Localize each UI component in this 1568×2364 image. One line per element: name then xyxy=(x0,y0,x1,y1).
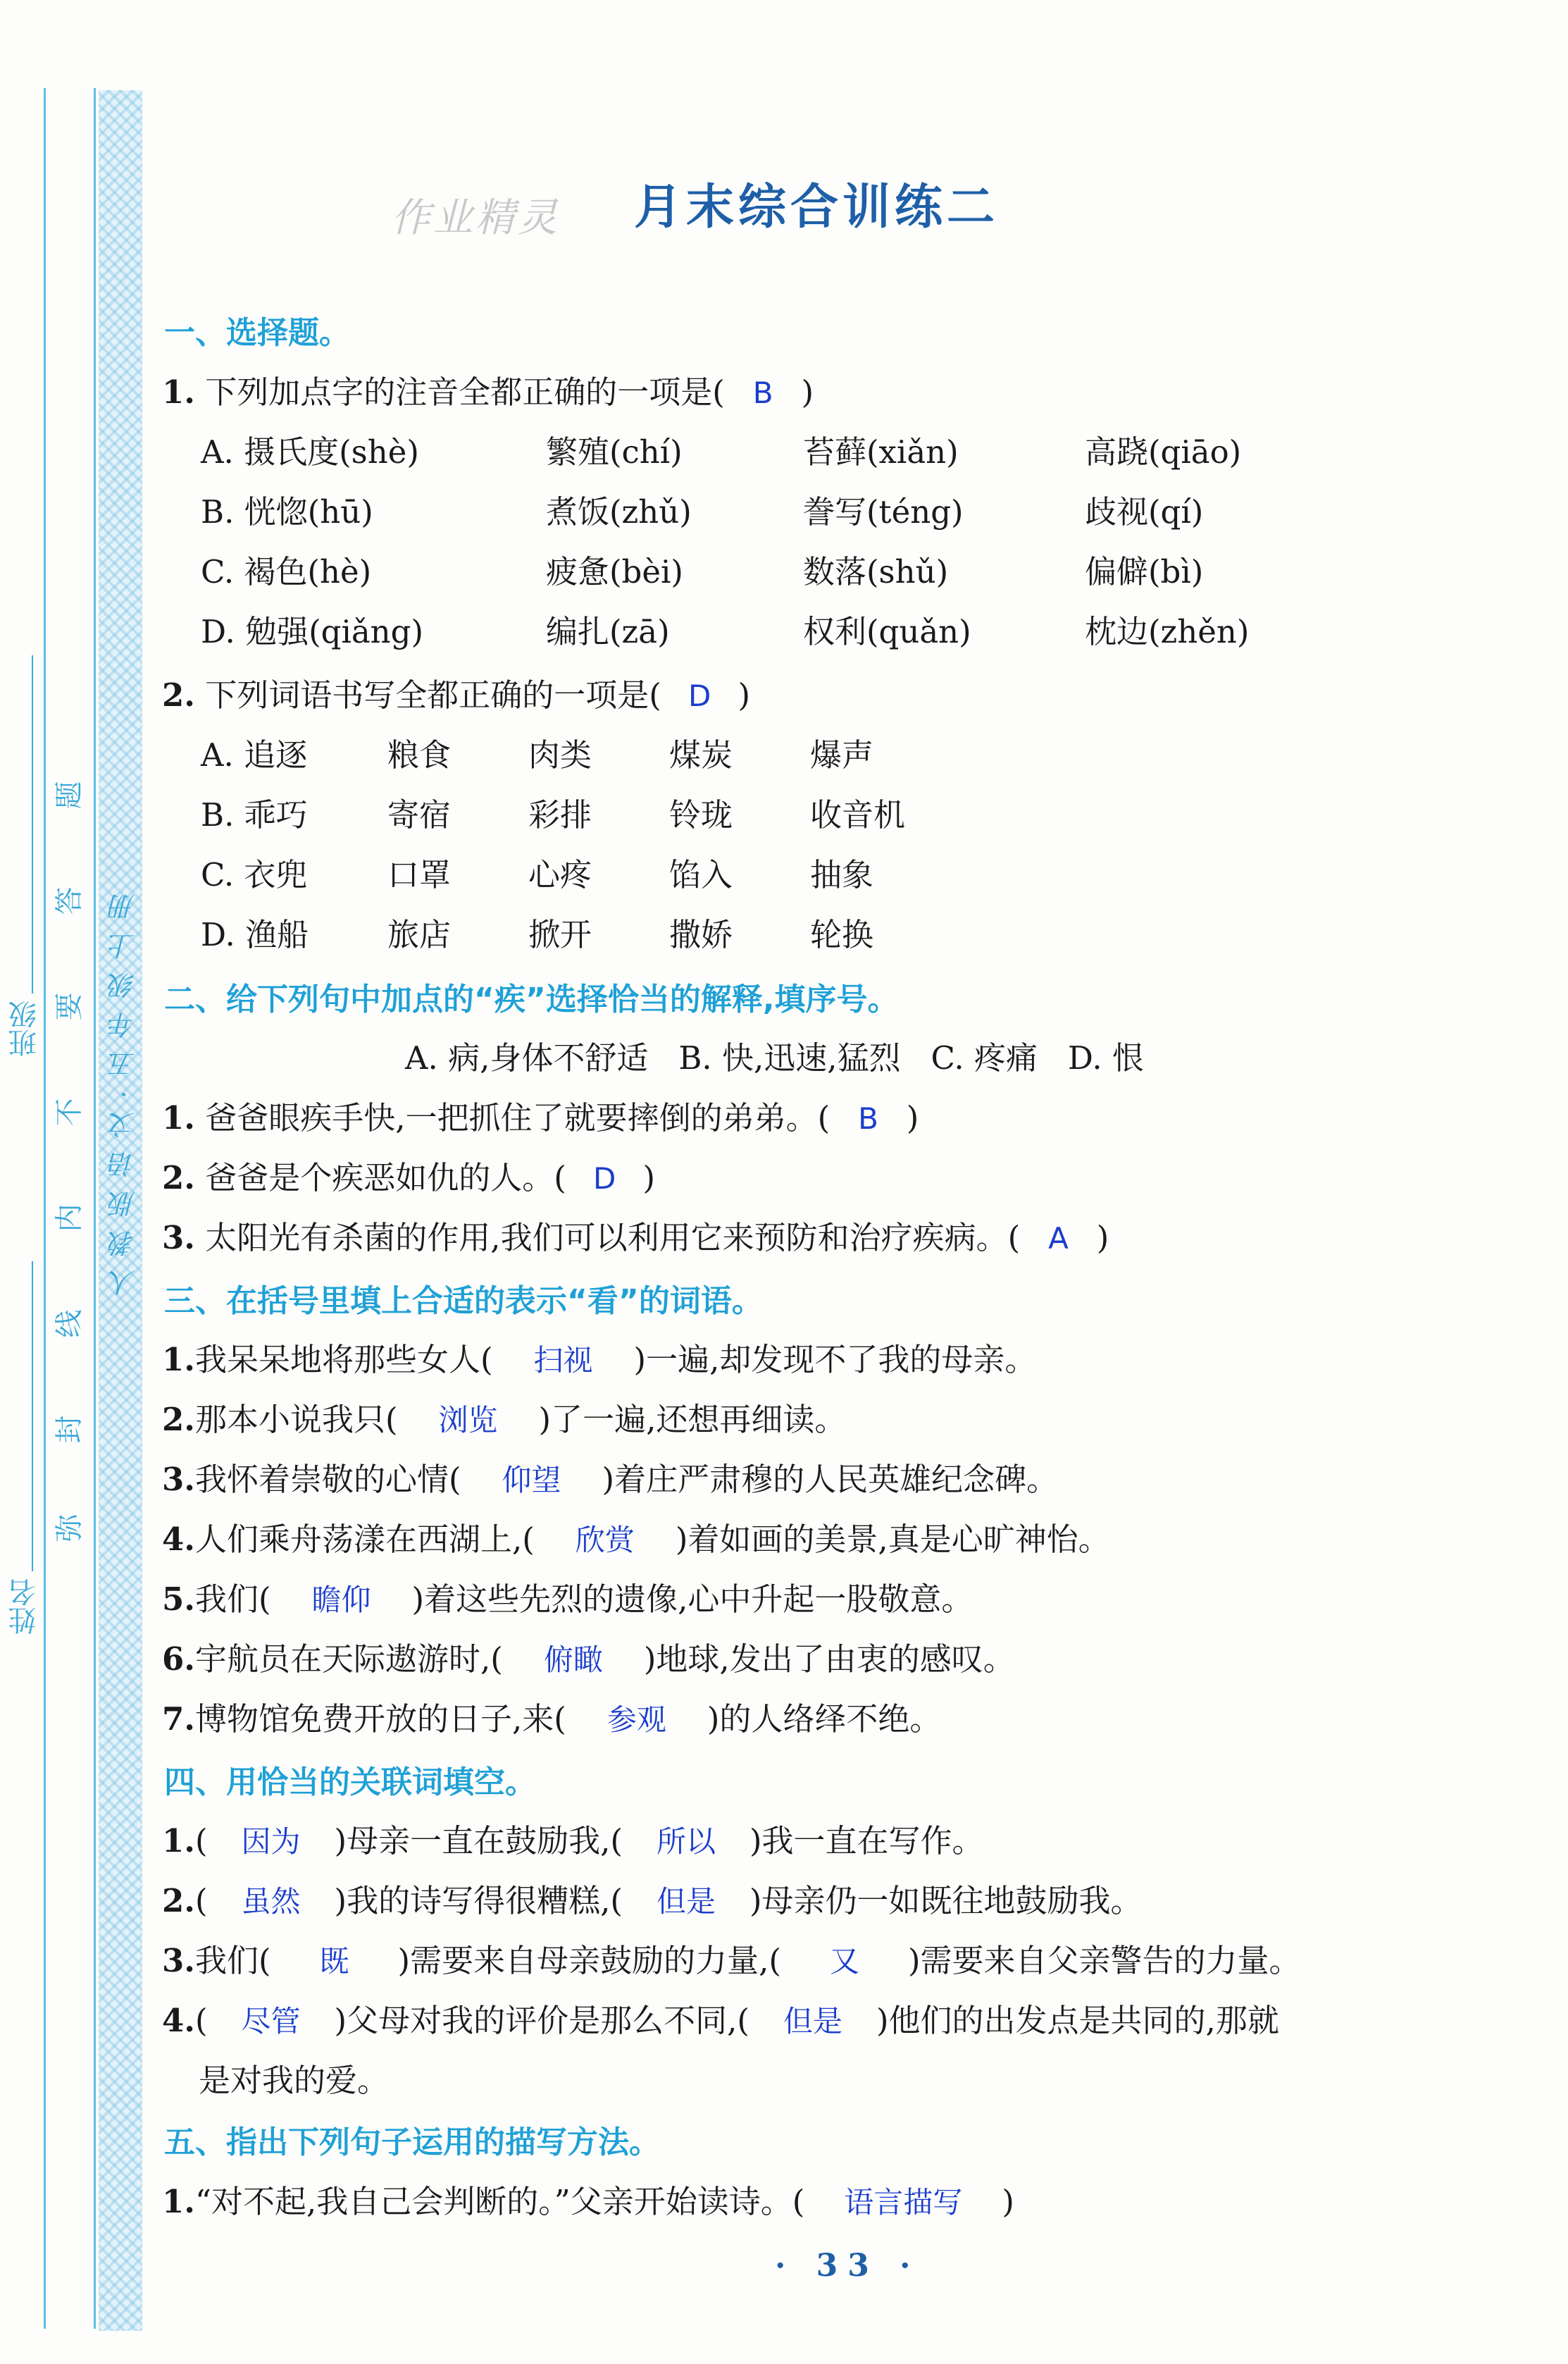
answer: 但是 xyxy=(783,2004,842,2038)
option-cell: 爆声 xyxy=(810,736,874,774)
q-post: )一遍,却发现不了我的母亲。 xyxy=(633,1341,1037,1378)
q-part: ( xyxy=(194,1882,208,1919)
seal-char: 题 xyxy=(53,781,86,810)
answer: 但是 xyxy=(656,1884,716,1919)
s4-item-continuation: 是对我的爱。 xyxy=(199,2062,390,2099)
seal-char: 不 xyxy=(53,1098,86,1127)
q-text: 爸爸是个疾恶如仇的人。( xyxy=(205,1159,566,1196)
s3-item xyxy=(162,1454,1058,1499)
option-cell: 偏僻(bì) xyxy=(1085,553,1204,590)
s3-item xyxy=(162,1394,846,1440)
q-num: 6. xyxy=(162,1640,195,1678)
answer: 浏览 xyxy=(438,1403,498,1437)
q-num: 1. xyxy=(162,373,195,411)
option-cell: 彩排 xyxy=(528,796,592,834)
section-4-heading: 四、用恰当的关联词填空。 xyxy=(164,1764,536,1800)
q-num: 2. xyxy=(162,1401,195,1438)
option-cell: 誊写(téng) xyxy=(803,493,964,531)
q-text: 太阳光有杀菌的作用,我们可以利用它来预防和治疗疾病。( xyxy=(205,1219,1021,1256)
answer: D xyxy=(688,679,711,713)
option-cell: 高跷(qiāo) xyxy=(1085,433,1242,471)
s2-item xyxy=(162,1152,655,1198)
option-cell: 铃珑 xyxy=(669,796,733,834)
q-close: ) xyxy=(642,1159,656,1196)
s3-item xyxy=(162,1514,1110,1559)
q-text: 爸爸眼疾手快,一把抓住了就要摔倒的弟弟。( xyxy=(205,1099,830,1137)
s2-item xyxy=(162,1212,1109,1258)
q-num: 2. xyxy=(162,676,195,714)
binding-line-mid xyxy=(94,88,96,2329)
section-5-heading: 五、指出下列句子运用的描写方法。 xyxy=(164,2124,660,2160)
q-part: 我们( xyxy=(194,1942,271,1979)
s4-item xyxy=(162,1815,984,1861)
q-stem: 下列加点字的注音全都正确的一项是( xyxy=(205,373,725,411)
q-post: )地球,发出了由衷的感叹。 xyxy=(643,1640,1015,1678)
answer: 所以 xyxy=(656,1824,716,1859)
answer: B xyxy=(752,376,773,410)
q-num: 2. xyxy=(162,1159,195,1196)
q-text: “对不起,我自己会判断的。”父亲开始读诗。( xyxy=(194,2183,805,2220)
s2-item xyxy=(162,1092,919,1138)
section-2-heading: 二、给下列句中加点的“疾”选择恰当的解释,填序号。 xyxy=(164,982,899,1017)
answer: 仰望 xyxy=(502,1463,561,1497)
name-label: 姓名 xyxy=(8,1578,41,1635)
q-pre: 博物馆免费开放的日子,来( xyxy=(194,1700,566,1738)
q-num: 4. xyxy=(162,2002,195,2039)
s2-options: A. 病,身体不舒适 B. 快,迅速,猛烈 C. 疼痛 D. 恨 xyxy=(405,1039,1144,1077)
q-pre: 宇航员在天际遨游时,( xyxy=(194,1640,503,1678)
option-cell: 轮换 xyxy=(810,916,874,953)
option-cell: 掀开 xyxy=(528,916,592,953)
q-pre: 那本小说我只( xyxy=(194,1401,398,1438)
q-num: 5. xyxy=(162,1580,195,1618)
option-cell: 心疼 xyxy=(528,856,592,893)
s4-item xyxy=(162,1935,1301,1981)
q-num: 2. xyxy=(162,1882,195,1919)
answer: 因为 xyxy=(241,1824,301,1859)
option-cell: 肉类 xyxy=(528,736,592,774)
q-close: ) xyxy=(906,1099,919,1137)
binding-line-left xyxy=(44,88,46,2329)
option-cell: 旅店 xyxy=(387,916,452,953)
option-cell: 煮饭(zhǔ) xyxy=(546,493,692,531)
q-num: 7. xyxy=(162,1700,195,1738)
option-cell: A. 追逐 xyxy=(201,736,308,774)
s3-item xyxy=(162,1633,1015,1679)
s1-q1 xyxy=(162,366,814,412)
q-part: )母亲仍一如既往地鼓励我。 xyxy=(749,1882,1143,1919)
watermark: 作业精灵 xyxy=(391,195,560,241)
answer: 既 xyxy=(319,1944,349,1979)
s1-q2 xyxy=(162,669,750,715)
q-part: )需要来自父亲警告的力量。 xyxy=(907,1942,1301,1979)
option-cell: D. 渔船 xyxy=(201,916,309,953)
page-title: 月末综合训练二 xyxy=(634,179,1000,235)
class-label: 班级 xyxy=(8,1001,41,1057)
option-cell: A. 摄氏度(shè) xyxy=(201,433,419,471)
answer: 参观 xyxy=(606,1702,666,1737)
answer: 语言描写 xyxy=(844,2185,963,2220)
option-cell: 疲惫(bèi) xyxy=(546,553,683,590)
option-cell: B. 乖巧 xyxy=(201,796,308,834)
option-cell: 繁殖(chí) xyxy=(546,433,683,471)
option-cell: D. 勉强(qiǎng) xyxy=(201,613,424,650)
s3-item xyxy=(162,1573,973,1619)
q-post: )的人络绎不绝。 xyxy=(707,1700,942,1738)
seal-char: 要 xyxy=(53,992,86,1021)
q-num: 1. xyxy=(162,1822,195,1859)
option-cell: 撒娇 xyxy=(669,916,733,953)
q-close: ) xyxy=(801,373,814,411)
seal-char: 答 xyxy=(53,886,86,915)
q-close: ) xyxy=(738,676,751,714)
option-cell: 煤炭 xyxy=(669,736,733,774)
section-1-heading: 一、选择题。 xyxy=(164,315,350,351)
option-cell: 枕边(zhěn) xyxy=(1085,613,1250,650)
q-num: 1. xyxy=(162,1341,195,1378)
q-post: )着庄严肃穆的人民英雄纪念碑。 xyxy=(602,1461,1059,1498)
q-part: )母亲一直在鼓励我,( xyxy=(334,1822,623,1859)
option-cell: 数落(shǔ) xyxy=(803,553,949,590)
option-cell: C. 褐色(hè) xyxy=(201,553,372,590)
answer: 尽管 xyxy=(241,2004,301,2038)
option-cell: 收音机 xyxy=(810,796,906,834)
q-close: ) xyxy=(1096,1219,1109,1256)
q-num: 1. xyxy=(162,1099,195,1137)
q-pre: 我怀着崇敬的心情( xyxy=(194,1461,461,1498)
seal-char: 线 xyxy=(53,1309,86,1338)
answer: B xyxy=(858,1101,878,1136)
option-cell: 口罩 xyxy=(387,856,452,893)
q-pre: 人们乘舟荡漾在西湖上,( xyxy=(194,1521,535,1558)
q-part: ( xyxy=(194,1822,208,1859)
q-post: )着这些先烈的遗像,心中升起一股敬意。 xyxy=(411,1580,973,1618)
q-part: )需要来自母亲鼓励的力量,( xyxy=(397,1942,781,1979)
option-cell: B. 恍惚(hū) xyxy=(201,493,373,531)
name-blank-line xyxy=(32,1261,33,1571)
option-cell: 粮食 xyxy=(387,736,452,774)
page-number: · 33 · xyxy=(775,2248,921,2284)
option-cell: 权利(quǎn) xyxy=(803,613,971,650)
answer: A xyxy=(1048,1221,1069,1256)
q-post: )着如画的美景,真是心旷神怡。 xyxy=(675,1521,1110,1558)
q-num: 3. xyxy=(162,1942,195,1979)
q-pre: 我呆呆地将那些女人( xyxy=(194,1341,493,1378)
q-close: ) xyxy=(1002,2183,1014,2220)
q-num: 3. xyxy=(162,1219,195,1256)
seal-char: 弥 xyxy=(53,1514,86,1542)
section-3-heading: 三、在括号里填上合适的表示“看”的词语。 xyxy=(164,1283,763,1319)
option-cell: 馅入 xyxy=(669,856,733,893)
q-part: )我一直在写作。 xyxy=(749,1822,984,1859)
option-cell: 寄宿 xyxy=(387,796,452,834)
answer: 虽然 xyxy=(241,1884,301,1919)
q-pre: 我们( xyxy=(194,1580,271,1618)
option-cell: C. 衣兜 xyxy=(201,856,308,893)
class-blank-line xyxy=(32,655,33,994)
s3-item xyxy=(162,1334,1036,1380)
q-part: )我的诗写得很糟糕,( xyxy=(334,1882,623,1919)
q-num: 1. xyxy=(162,2183,195,2220)
q-num: 4. xyxy=(162,1521,195,1558)
s4-item xyxy=(162,1875,1143,1921)
q-post: )了一遍,还想再细读。 xyxy=(538,1401,847,1438)
q-stem: 下列词语书写全都正确的一项是( xyxy=(205,676,661,714)
q-num: 3. xyxy=(162,1461,195,1498)
option-cell: 歧视(qí) xyxy=(1085,493,1204,531)
answer: 又 xyxy=(829,1944,859,1979)
option-cell: 编扎(zā) xyxy=(546,613,670,650)
s5-item xyxy=(162,2176,1014,2222)
answer: 欣赏 xyxy=(575,1523,635,1557)
answer: 扫视 xyxy=(533,1343,593,1378)
answer: 瞻仰 xyxy=(311,1583,371,1617)
answer: D xyxy=(593,1161,616,1196)
s4-item xyxy=(162,1995,1279,2041)
q-part: )他们的出发点是共同的,那就 xyxy=(876,2002,1279,2039)
s3-item xyxy=(162,1693,941,1739)
series-label: 人教版语文·五年级上册 xyxy=(108,881,139,1297)
seal-char: 封 xyxy=(53,1415,86,1444)
q-part: )父母对我的评价是那么不同,( xyxy=(334,2002,749,2039)
answer: 俯瞰 xyxy=(543,1642,603,1677)
q-part: ( xyxy=(194,2002,208,2039)
option-cell: 苔藓(xiǎn) xyxy=(803,433,959,471)
option-cell: 抽象 xyxy=(810,856,874,893)
seal-char: 内 xyxy=(53,1203,86,1232)
